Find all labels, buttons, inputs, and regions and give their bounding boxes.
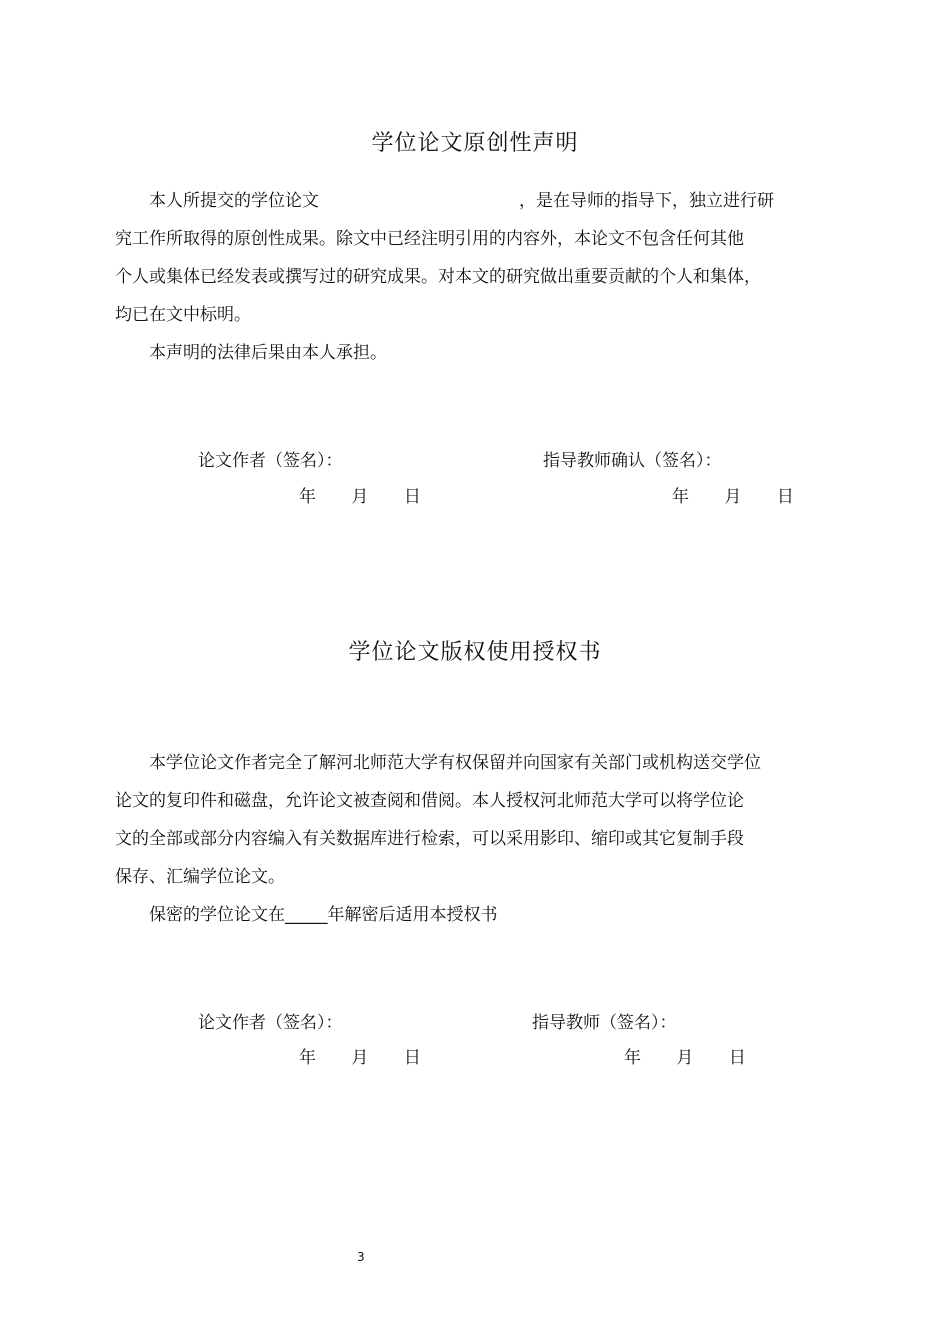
date-year: 年: [299, 487, 316, 507]
authorization-author-signature: 论文作者（签名）：: [198, 1013, 343, 1033]
declaration-line-2: 究工作所取得的原创性成果。除文中已经注明引用的内容外，本论文不包含任何其他: [115, 229, 744, 249]
declaration-title: 学位论文原创性声明: [371, 131, 579, 156]
declaration-line-1-start: 本人所提交的学位论文: [149, 191, 319, 211]
authorization-paragraph: [115, 744, 840, 934]
authorization-line-1: 本学位论文作者完全了解河北师范大学有权保留并向国家有关部门或机构送交学位: [149, 753, 761, 773]
date-month: 月: [676, 1048, 694, 1068]
declaration-legal-line: 本声明的法律后果由本人承担。: [149, 343, 387, 363]
declaration-author-date: [299, 482, 421, 507]
date-month: 月: [724, 487, 742, 507]
authorization-title: 学位论文版权使用授权书: [348, 640, 602, 665]
confidentiality-line: 保密的学位论文在_____年解密后适用本授权书: [149, 905, 498, 925]
declaration-paragraph: [115, 182, 840, 372]
date-year: 年: [299, 1048, 316, 1068]
declaration-author-signature: 论文作者（签名）：: [198, 451, 343, 471]
date-month: 月: [351, 1048, 369, 1068]
date-day: 日: [403, 1048, 421, 1068]
declaration-line-1: [115, 182, 840, 220]
date-day: 日: [776, 487, 794, 507]
authorization-line-4: 保存、汇编学位论文。: [115, 867, 285, 887]
declaration-advisor-signature: 指导教师确认（签名）：: [543, 451, 722, 471]
declaration-advisor-date: [672, 482, 794, 507]
authorization-line-2: 论文的复印件和磁盘，允许论文被查阅和借阅。本人授权河北师范大学可以将学位论: [115, 791, 744, 811]
date-year: 年: [672, 487, 689, 507]
page-number: 3: [357, 1250, 365, 1264]
declaration-line-4: 均已在文中标明。: [115, 305, 251, 325]
date-year: 年: [624, 1048, 641, 1068]
date-month: 月: [351, 487, 369, 507]
declaration-line-1-end: ，是在导师的指导下，独立进行研: [519, 191, 774, 211]
date-day: 日: [403, 487, 421, 507]
authorization-advisor-date: [624, 1043, 746, 1068]
authorization-line-3: 文的全部或部分内容编入有关数据库进行检索，可以采用影印、缩印或其它复制手段: [115, 829, 744, 849]
date-day: 日: [728, 1048, 746, 1068]
declaration-line-3: 个人或集体已经发表或撰写过的研究成果。对本文的研究做出重要贡献的个人和集体，: [115, 267, 761, 287]
authorization-advisor-signature: 指导教师（签名）：: [532, 1013, 677, 1033]
authorization-author-date: [299, 1043, 421, 1068]
